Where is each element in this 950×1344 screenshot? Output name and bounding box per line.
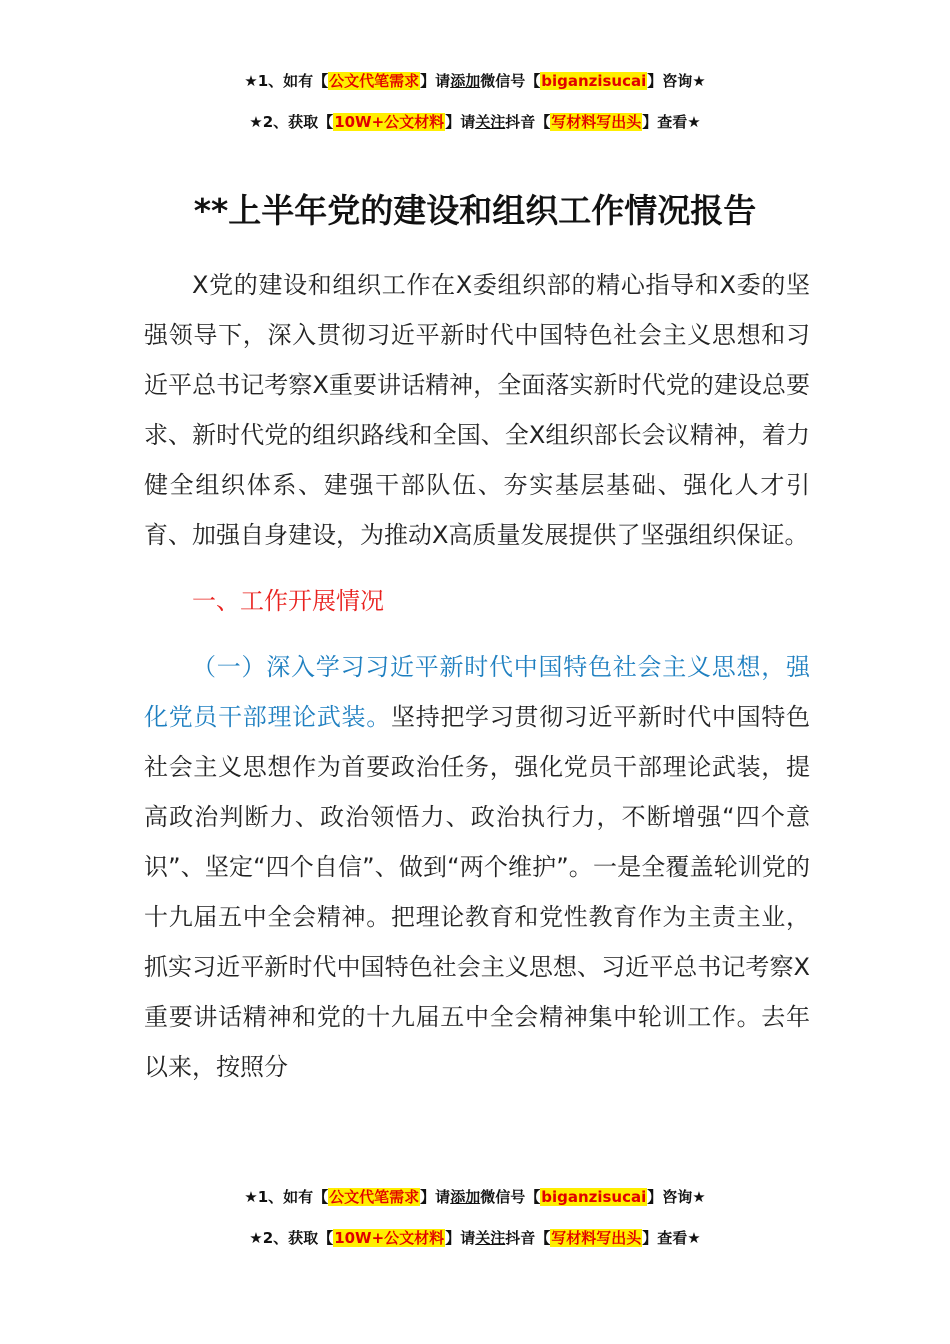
- intro-paragraph: X党的建设和组织工作在X委组织部的精心指导和X委的坚强领导下，深入贯彻习近平新时代中国特色社会主义思想和习近平总书记考察X重要讲话精神，全面落实新时代党的建设总要求、新时代党的组织路线和全国、全X组织部长会议精神，着力健全组织体系、建强干部队伍、夯实基层基础、强化人才引育、加强自身建设，为推动X高质量发展提供了坚强组织保证。: [144, 271, 810, 549]
- bottom-banner-line-1: ★1、如有【公文代笔需求】请添加微信号【biganzisucai】咨询★: [244, 1188, 706, 1206]
- subsection-heading: （一）深入学习习近平新时代中国特色社会主义思想，强化党员干部理论武装。: [144, 653, 810, 731]
- top-banner-line-2: ★2、获取【10W+公文材料】请关注抖音【写材料写出头】查看★: [249, 113, 701, 131]
- highlight-ghostwriting: 公文代笔需求: [329, 72, 420, 90]
- highlight-materials: 10W+公文材料: [334, 113, 445, 131]
- document-title: **上半年党的建设和组织工作情况报告: [193, 191, 757, 230]
- document-body: [144, 260, 810, 1092]
- highlight-wechat-id: biganzisucai: [541, 72, 647, 90]
- subsection-text: 坚持把学习贯彻习近平新时代中国特色社会主义思想作为首要政治任务，强化党员干部理论武装，提高政治判断力、政治领悟力、政治执行力，不断增强“四个意识”、坚定“四个自信”、做到“两个维护”。一是全覆盖轮训党的十九届五中全会精神。把理论教育和党性教育作为主责主业，抓实习近平新时代中国特色社会主义思想、习近平总书记考察X重要讲话精神和党的十九届五中全会精神集中轮训工作。去年以来，按照分: [144, 703, 811, 1081]
- highlight-douyin: 写材料写出头: [551, 113, 642, 131]
- top-banner-line-1: ★1、如有【公文代笔需求】请添加微信号【biganzisucai】咨询★: [244, 72, 706, 90]
- subsection-paragraph: [144, 642, 810, 1092]
- bottom-banner-line-2: ★2、获取【10W+公文材料】请关注抖音【写材料写出头】查看★: [249, 1229, 701, 1247]
- section-heading: 一、工作开展情况: [192, 587, 384, 615]
